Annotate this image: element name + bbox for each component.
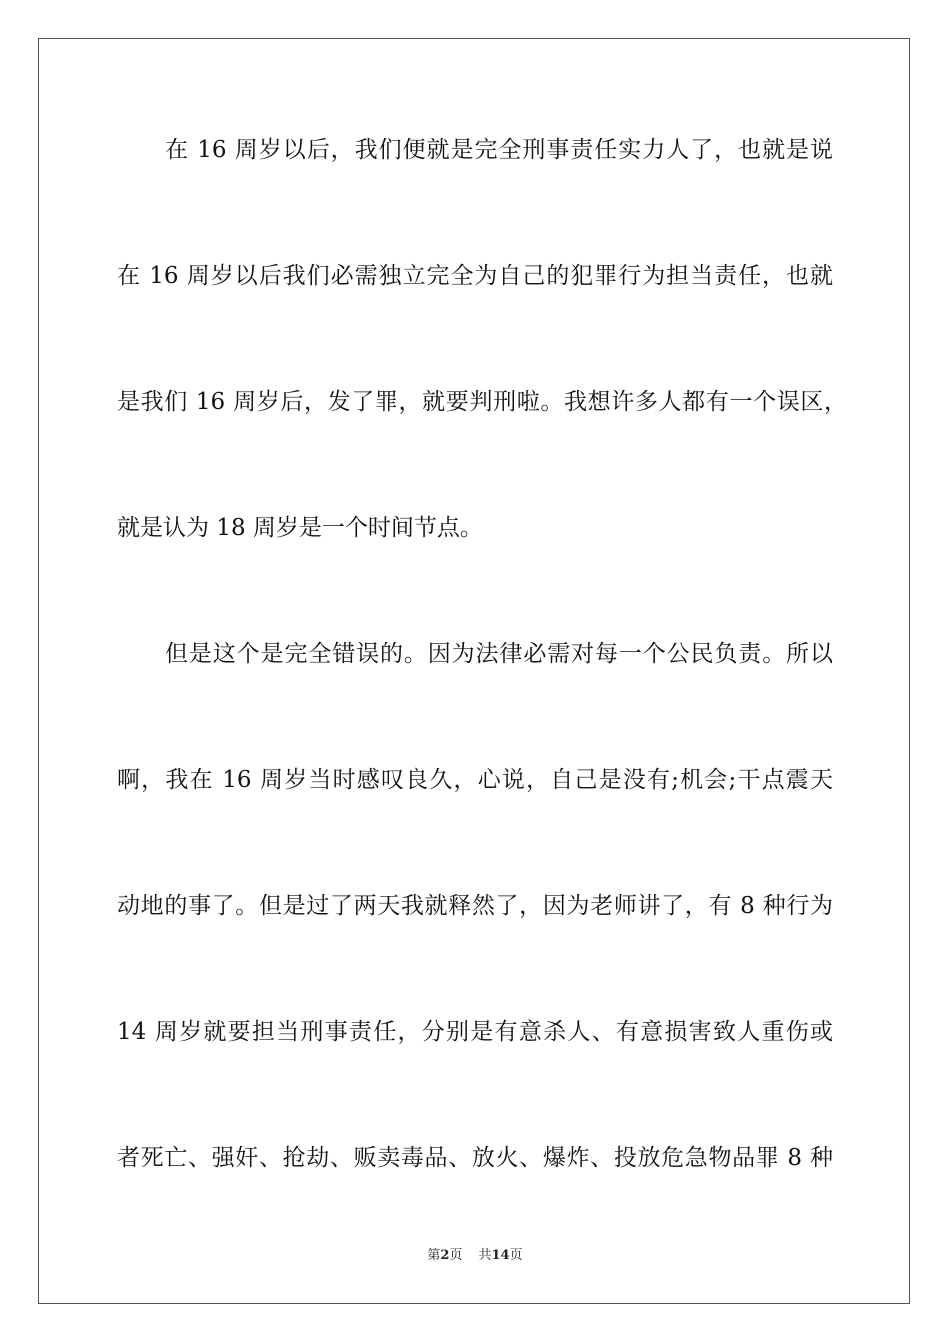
paragraph-1-line-4: 就是认为 18 周岁是一个时间节点。 [117, 515, 483, 541]
paragraph-2-line-4: 14 周岁就要担当刑事责任，分别是有意杀人、有意损害致人重伤或 [117, 1019, 833, 1045]
paragraph-2-line-2: 啊，我在 16 周岁当时感叹良久，心说，自己是没有;机会;干点震天 [117, 767, 833, 793]
paragraph-2-line-1: 但是这个是完全错误的。因为法律必需对每一个公民负责。所以 [165, 641, 833, 667]
paragraph-1-line-3: 是我们 16 周岁后，发了罪，就要判刑啦。我想许多人都有一个误区， [117, 389, 847, 415]
page-number: 2 [440, 1248, 450, 1263]
paragraph-2-line-3: 动地的事了。但是过了两天我就释然了，因为老师讲了，有 8 种行为 [117, 893, 833, 919]
paragraph-2-line-5: 者死亡、强奸、抢劫、贩卖毒品、放火、爆炸、投放危急物品罪 8 种 [117, 1145, 833, 1171]
total-pages: 14 [491, 1248, 510, 1263]
paragraph-1-line-1: 在 16 周岁以后，我们便就是完全刑事责任实力人了，也就是说 [165, 137, 833, 163]
page-prefix: 第 [427, 1248, 441, 1263]
page-frame [38, 38, 910, 1304]
total-prefix: 共 [478, 1248, 492, 1263]
page-suffix: 页 [449, 1248, 463, 1263]
paragraph-1-line-2: 在 16 周岁以后我们必需独立完全为自己的犯罪行为担当责任，也就 [117, 263, 833, 289]
page-footer [0, 1247, 950, 1265]
total-suffix: 页 [509, 1248, 523, 1263]
